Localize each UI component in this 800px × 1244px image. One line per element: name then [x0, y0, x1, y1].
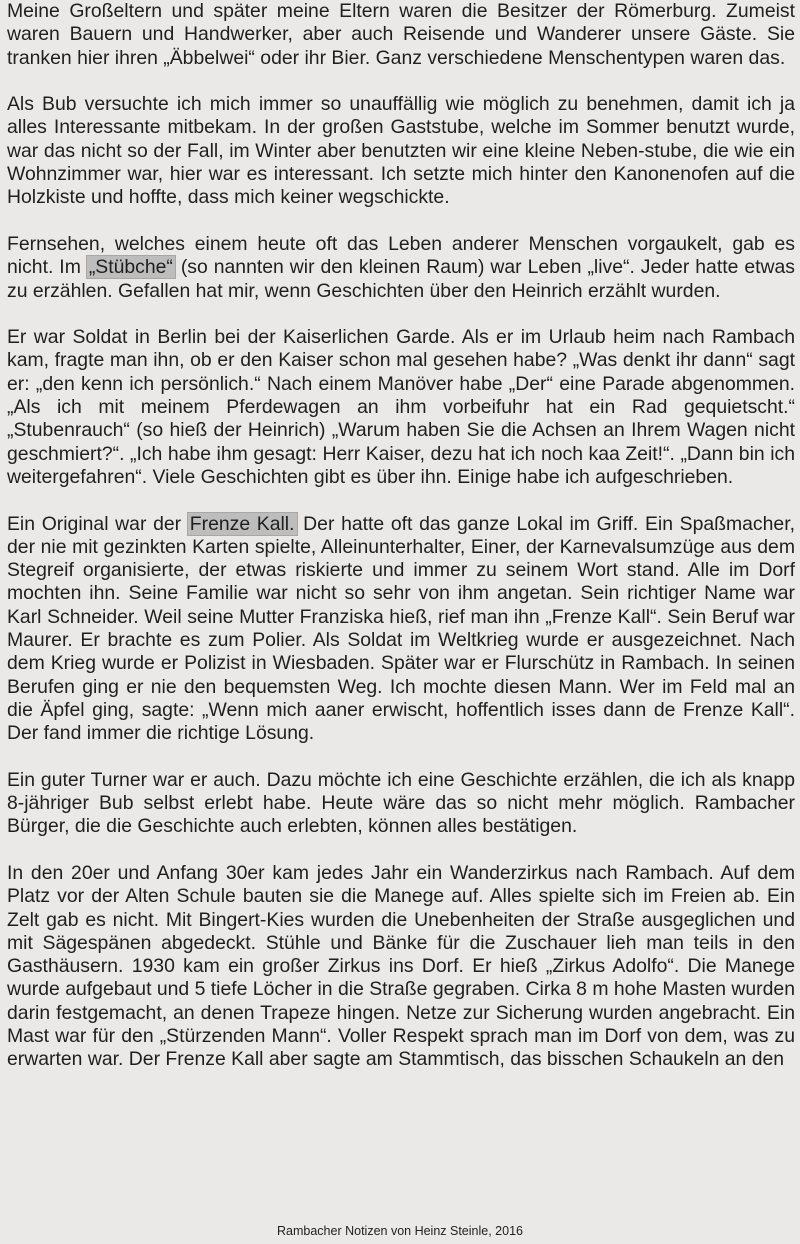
text-run: In den 20er und Anfang 30er kam jedes Jahr ein Wanderzirkus nach Rambach. Auf dem Platz vor der Alten Schule bauten sie die Manege auf. Alles spielte sich im Freien ab. Ein Zelt gab es nicht. Mit Bingert-Kies wurden die Unebenheiten der Straße ausgeglichen und mit Sägespänen abgedeckt. Stühle und Bänke für die Zuschauer lieh man teils in den Gasthäusern. 1930 kam ein großer Zirkus ins Dorf. Er hieß „Zirkus Adolfo“. Die Manege wurde aufgebaut und 5 tiefe Löcher in die Straße gegraben. Cirka 8 m hohe Masten wurden darin festgemacht, an denen Trapeze hingen. Netze zur Sicherung wurden angebracht. Ein Mast war für den „Stürzenden Mann“. Voller Respekt sprach man im Dorf von dem, was zu erwarten war. Der Frenze Kall aber sagte am Stammtisch, das bisschen Schaukeln an den [7, 861, 795, 1071]
body-text [7, 0, 795, 1072]
paragraph-6 [7, 769, 795, 839]
text-run: Meine Großeltern und später meine Eltern waren die Besitzer der Römerburg. Zumeist waren Bauern und Handwerker, aber auch Reisende und Wanderer unsere Gäste. Sie tranken hier ihren „Äbbelwei“ oder ihr Bier. Ganz verschiedene Menschentypen waren das. [7, 0, 795, 69]
text-run: Fernsehen, welches einem heute oft das Leben anderer Menschen vorgaukelt, gab es nicht. Im [7, 232, 795, 279]
highlighted-term: Frenze Kall. [189, 512, 295, 535]
paragraph-2 [7, 93, 795, 209]
paragraph-7 [7, 862, 795, 1072]
paragraph-4 [7, 326, 795, 489]
page-footer: Rambacher Notizen von Heinz Steinle, 2016 [277, 1224, 523, 1238]
highlighted-term: „Stübche“ [88, 256, 173, 279]
paragraph-5 [7, 513, 795, 746]
text-run: Der hatte oft das ganze Lokal im Griff. Ein Spaßmacher, der nie mit gezinkten Karten spielte, Alleinunterhalter, Einer, der Karnevalsumzüge aus dem Stegreif organisierte, der etwas riskierte und immer zu seinem Wort stand. Alle im Dorf mochten ihn. Seine Familie war nicht so sehr von ihm angetan. Sein richtiger Name war Karl Schneider. Weil seine Mutter Franziska hieß, rief man ihn „Frenze Kall“. Sein Beruf war Maurer. Er brachte es zum Polier. Als Soldat im Weltkrieg wurde er ausgezeichnet. Nach dem Krieg wurde er Polizist in Wiesbaden. Später war er Flurschütz in Rambach. In seinen Berufen ging er nie den bequemsten Weg. Ich mochte diesen Mann. Wer im Feld mal an die Äpfel ging, sagte: „Wenn mich aaner erwischt, hoffentlich isses dann de Frenze Kall“. Der fand immer die richtige Lösung. [7, 512, 795, 745]
text-run: Ein Original war der [7, 512, 188, 535]
paragraph-1 [7, 0, 795, 70]
text-run: (so nannten wir den kleinen Raum) war Leben „live“. Jeder hatte etwas zu erzählen. Gefallen hat mir, wenn Geschichten über den Heinrich erzählt wurden. [7, 256, 795, 302]
paragraph-3 [7, 233, 795, 303]
text-run: Ein guter Turner war er auch. Dazu möchte ich eine Geschichte erzählen, die ich als knapp 8-jähriger Bub selbst erlebt habe. Heute wäre das so nicht mehr möglich. Rambacher Bürger, die die Geschichte auch erlebten, können alles bestätigen. [7, 768, 795, 838]
text-run: Als Bub versuchte ich mich immer so unauffällig wie möglich zu benehmen, damit ich ja alles Interessante mitbekam. In der großen Gaststube, welche im Sommer benutzt wurde, war das nicht so der Fall, im Winter aber benutzten wir eine kleine Neben-stube, die wie ein Wohnzimmer war, hier war es interessant. Ich setzte mich hinter den Kanonenofen auf die Holzkiste und hoffte, dass mich keiner wegschickte. [7, 93, 795, 209]
text-run: Er war Soldat in Berlin bei der Kaiserlichen Garde. Als er im Urlaub heim nach Rambach kam, fragte man ihn, ob er den Kaiser schon mal gesehen habe? „Was denkt ihr dann“ sagt er: „den kenn ich persönlich.“ Nach einem Manöver habe „Der“ eine Parade abgenommen. „Als ich mit meinem Pferdewagen an ihm vorbeifuhr hat ein Rad gequietscht.“ „Stubenrauch“ (so hieß der Heinrich) „Warum haben Sie die Achsen an Ihrem Wagen nicht geschmiert?“. „Ich habe ihm gesagt: Herr Kaiser, dezu hat ich noch kaa Zeit!“. „Dann bin ich weitergefahren“. Viele Geschichten gibt es über ihn. Einige habe ich aufgeschrieben. [7, 326, 795, 488]
